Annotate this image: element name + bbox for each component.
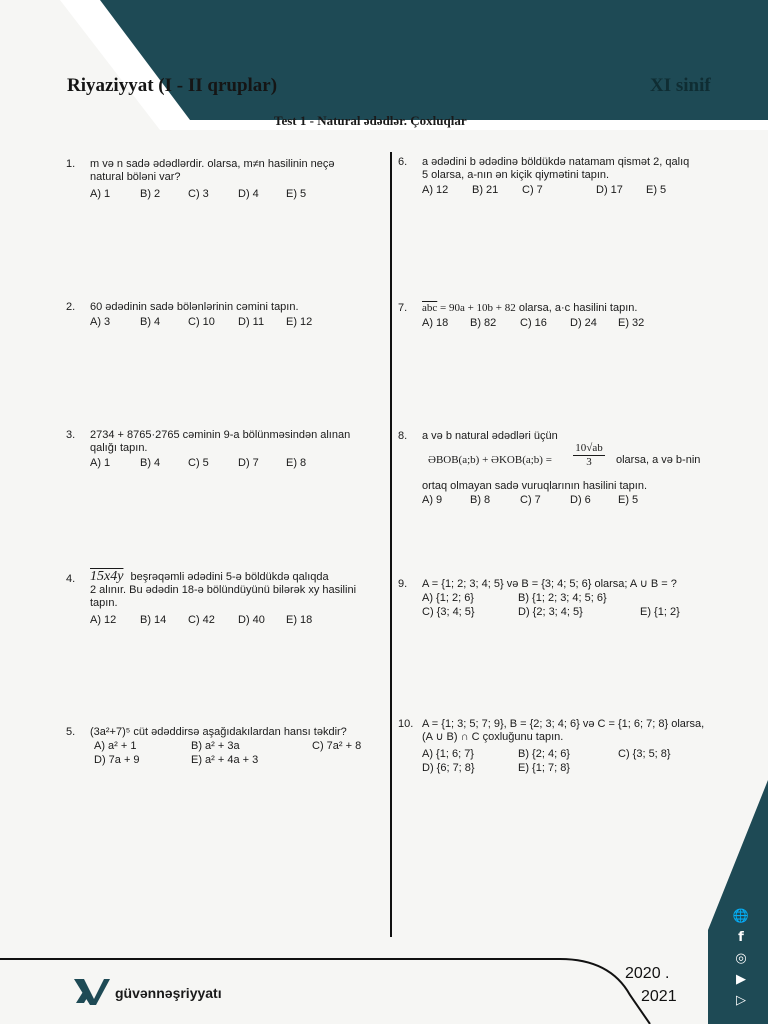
question-1 xyxy=(66,158,386,228)
globe-icon[interactable]: 🌐 xyxy=(732,909,750,924)
question-number: 2. xyxy=(66,301,76,313)
formula-fraction: 10√ab 3 xyxy=(573,442,605,469)
academic-year-start: 2020 . xyxy=(625,965,670,982)
question-number: 4. xyxy=(66,573,76,585)
option-d[interactable]: D) 11 xyxy=(238,316,265,328)
option-a[interactable]: A) 12 xyxy=(90,614,117,626)
question-number: 7. xyxy=(398,302,408,314)
question-8 xyxy=(398,430,738,512)
option-a[interactable]: A) {1; 2; 6} xyxy=(422,592,474,604)
social-icons xyxy=(732,908,752,1013)
instagram-icon[interactable]: ◎ xyxy=(735,951,747,966)
page-title: Riyaziyyat (I - II qruplar) xyxy=(67,75,278,96)
question-5 xyxy=(66,726,386,776)
option-c[interactable]: C) {3; 5; 8} xyxy=(618,748,671,760)
option-e[interactable]: E) a² + 4a + 3 xyxy=(191,754,259,766)
question-text: m və n sadə ədədlərdir. olarsa, m≠n hasilinin neçə natural böləni var? xyxy=(90,158,335,183)
option-d[interactable]: D) 6 xyxy=(570,494,591,506)
option-d[interactable]: D) 40 xyxy=(238,614,265,626)
question-text: 15x4y beşrəqəmli ədədini 5-ə böldükdə qalıqda 2 alınır. Bu ədədin 18-ə bölündüyünü bilərək xy hasilini tapın. xyxy=(90,569,357,609)
option-b[interactable]: B) 4 xyxy=(140,457,161,469)
option-e[interactable]: E) 12 xyxy=(286,316,313,328)
question-text: a və b natural ədədləri üçün xyxy=(422,430,558,442)
question-6 xyxy=(398,156,738,206)
facebook-icon[interactable]: f xyxy=(738,930,744,945)
question-text: a ədədini b ədədinə böldükdə natamam qismət 2, qalıq 5 olarsa, a-nın ən kiçik qiymətini tapın. xyxy=(422,156,690,181)
question-text-continued: ortaq olmayan sadə vuruqlarının hasilini tapın. xyxy=(422,480,648,492)
option-a[interactable]: A) 9 xyxy=(422,494,443,506)
option-c[interactable]: C) 10 xyxy=(188,316,215,328)
option-c[interactable]: C) {3; 4; 5} xyxy=(422,606,475,618)
option-d[interactable]: D) 7a + 9 xyxy=(94,754,140,766)
academic-year-end: 2021 xyxy=(641,988,677,1005)
question-number: 1. xyxy=(66,158,76,170)
option-a[interactable]: A) 1 xyxy=(90,457,111,469)
question-text: (3a²+7)⁵ cüt ədəddirsə aşağıdakılardan hansı təkdir? xyxy=(90,726,347,738)
option-c[interactable]: C) 7 xyxy=(522,184,543,196)
option-d[interactable]: D) 24 xyxy=(570,317,597,329)
publisher-logo xyxy=(72,975,112,1007)
option-c[interactable]: C) 3 xyxy=(188,188,209,200)
option-c[interactable]: C) 7 xyxy=(520,494,541,506)
question-number: 8. xyxy=(398,430,408,442)
option-a[interactable]: A) 12 xyxy=(422,184,449,196)
grade-label: XI sinif xyxy=(650,75,711,96)
question-text: A = {1; 3; 5; 7; 9}, B = {2; 3; 4; 6} və C = {1; 6; 7; 8} olarsa, (A ∪ B) ∩ C çoxluğunu tapın. xyxy=(422,718,705,743)
question-number: 10. xyxy=(398,718,414,730)
question-7 xyxy=(398,302,738,342)
question-text: 2734 + 8765·2765 cəminin 9-a bölünməsindən alınan qalığı tapın. xyxy=(90,429,351,454)
column-divider xyxy=(390,152,392,937)
play-icon[interactable]: ▷ xyxy=(736,993,746,1008)
question-number: 3. xyxy=(66,429,76,441)
question-text: 60 ədədinin sadə bölənlərinin cəmini tapın. xyxy=(90,301,299,313)
youtube-icon[interactable]: ▶ xyxy=(736,972,746,987)
option-a[interactable]: A) {1; 6; 7} xyxy=(422,748,474,760)
option-e[interactable]: E) {1; 7; 8} xyxy=(518,762,570,774)
option-b[interactable]: B) {1; 2; 3; 4; 5; 6} xyxy=(518,592,607,604)
option-c[interactable]: C) 16 xyxy=(520,317,547,329)
question-4 xyxy=(66,570,386,632)
option-b[interactable]: B) 21 xyxy=(472,184,499,196)
question-10 xyxy=(398,718,738,780)
option-d[interactable]: D) {6; 7; 8} xyxy=(422,762,475,774)
question-3 xyxy=(66,429,386,479)
question-number: 6. xyxy=(398,156,408,168)
option-e[interactable]: E) 18 xyxy=(286,614,313,626)
option-a[interactable]: A) 1 xyxy=(90,188,111,200)
option-c[interactable]: C) 5 xyxy=(188,457,209,469)
option-b[interactable]: B) 82 xyxy=(470,317,497,329)
option-d[interactable]: D) {2; 3; 4; 5} xyxy=(518,606,583,618)
option-c[interactable]: C) 7a² + 8 xyxy=(312,740,362,752)
option-e[interactable]: E) 32 xyxy=(618,317,645,329)
option-d[interactable]: D) 17 xyxy=(596,184,623,196)
option-e[interactable]: E) {1; 2} xyxy=(640,606,680,618)
option-e[interactable]: E) 8 xyxy=(286,457,307,469)
option-d[interactable]: D) 7 xyxy=(238,457,259,469)
formula-lhs: $\overline{abc}$ xyxy=(422,302,438,314)
option-a[interactable]: A) 18 xyxy=(422,317,449,329)
number-overline: 15x4y xyxy=(90,569,124,584)
question-9 xyxy=(398,578,738,628)
option-b[interactable]: B) a² + 3a xyxy=(191,740,240,752)
option-b[interactable]: B) 14 xyxy=(140,614,167,626)
option-b[interactable]: B) 4 xyxy=(140,316,161,328)
option-a[interactable]: A) 3 xyxy=(90,316,111,328)
question-text: A = {1; 2; 3; 4; 5} və B = {3; 4; 5; 6} olarsa; A ∪ B = ? xyxy=(422,578,677,590)
option-d[interactable]: D) 4 xyxy=(238,188,259,200)
formula-tail: olarsa, a və b-nin xyxy=(616,454,701,466)
question-2 xyxy=(66,301,386,341)
option-e[interactable]: E) 5 xyxy=(286,188,307,200)
publisher-name: güvənnəşriyyatı xyxy=(115,985,222,1001)
option-e[interactable]: E) 5 xyxy=(646,184,667,196)
question-number: 5. xyxy=(66,726,76,738)
option-b[interactable]: B) 2 xyxy=(140,188,161,200)
option-c[interactable]: C) 42 xyxy=(188,614,215,626)
option-e[interactable]: E) 5 xyxy=(618,494,639,506)
question-text: $\overline{abc} = 90a + 10b + 82$ olarsa, a·c hasilini tapın. xyxy=(422,302,638,314)
formula: = 90a + 10b + 82 xyxy=(437,302,516,314)
test-subtitle: Test 1 - Natural ədədlər. Çoxluqlar xyxy=(274,113,467,128)
question-number: 9. xyxy=(398,578,408,590)
formula: ƏBOB(a;b) + ƏKOB(a;b) = xyxy=(428,454,552,466)
option-a[interactable]: A) a² + 1 xyxy=(94,740,137,752)
option-b[interactable]: B) {2; 4; 6} xyxy=(518,748,570,760)
option-b[interactable]: B) 8 xyxy=(470,494,491,506)
